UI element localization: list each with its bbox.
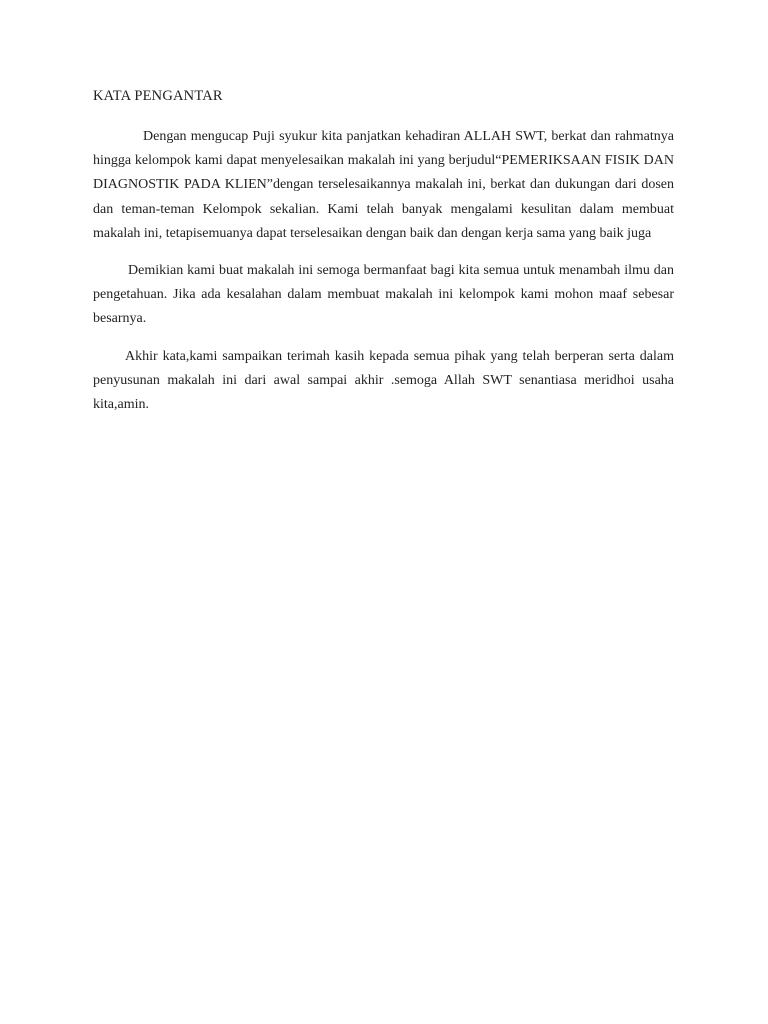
document-body [93,86,674,417]
paragraph-closing: Akhir kata,kami sampaikan terimah kasih kepada semua pihak yang telah berperan serta dalam penyusunan makalah ini dari awal sampai akhir .semoga Allah SWT senantiasa meridhoi usaha kita,amin. [93,348,674,413]
paragraph-intro: Dengan mengucap Puji syukur kita panjatkan kehadiran ALLAH SWT, berkat dan rahmatnya hingga kelompok kami dapat menyelesaikan makalah ini yang berjudul“PEMERIKSAAN FISIK DAN DIAGNOSTIK PADA KLIEN”dengan terselesaikannya makalah ini, berkat dan dukungan dari dosen dan teman-teman Kelompok sekalian. Kami telah banyak mengalami kesulitan dalam membuat makalah ini, tetapisemuanya dapat terselesaikan dengan baik dan dengan kerja sama yang baik juga [93,129,674,241]
document-title: KATA PENGANTAR [93,88,223,104]
paragraph-purpose: Demikian kami buat makalah ini semoga bermanfaat bagi kita semua untuk menambah ilmu dan pengetahuan. Jika ada kesalahan dalam membuat makalah ini kelompok kami mohon maaf sebesar besarnya. [93,263,674,327]
